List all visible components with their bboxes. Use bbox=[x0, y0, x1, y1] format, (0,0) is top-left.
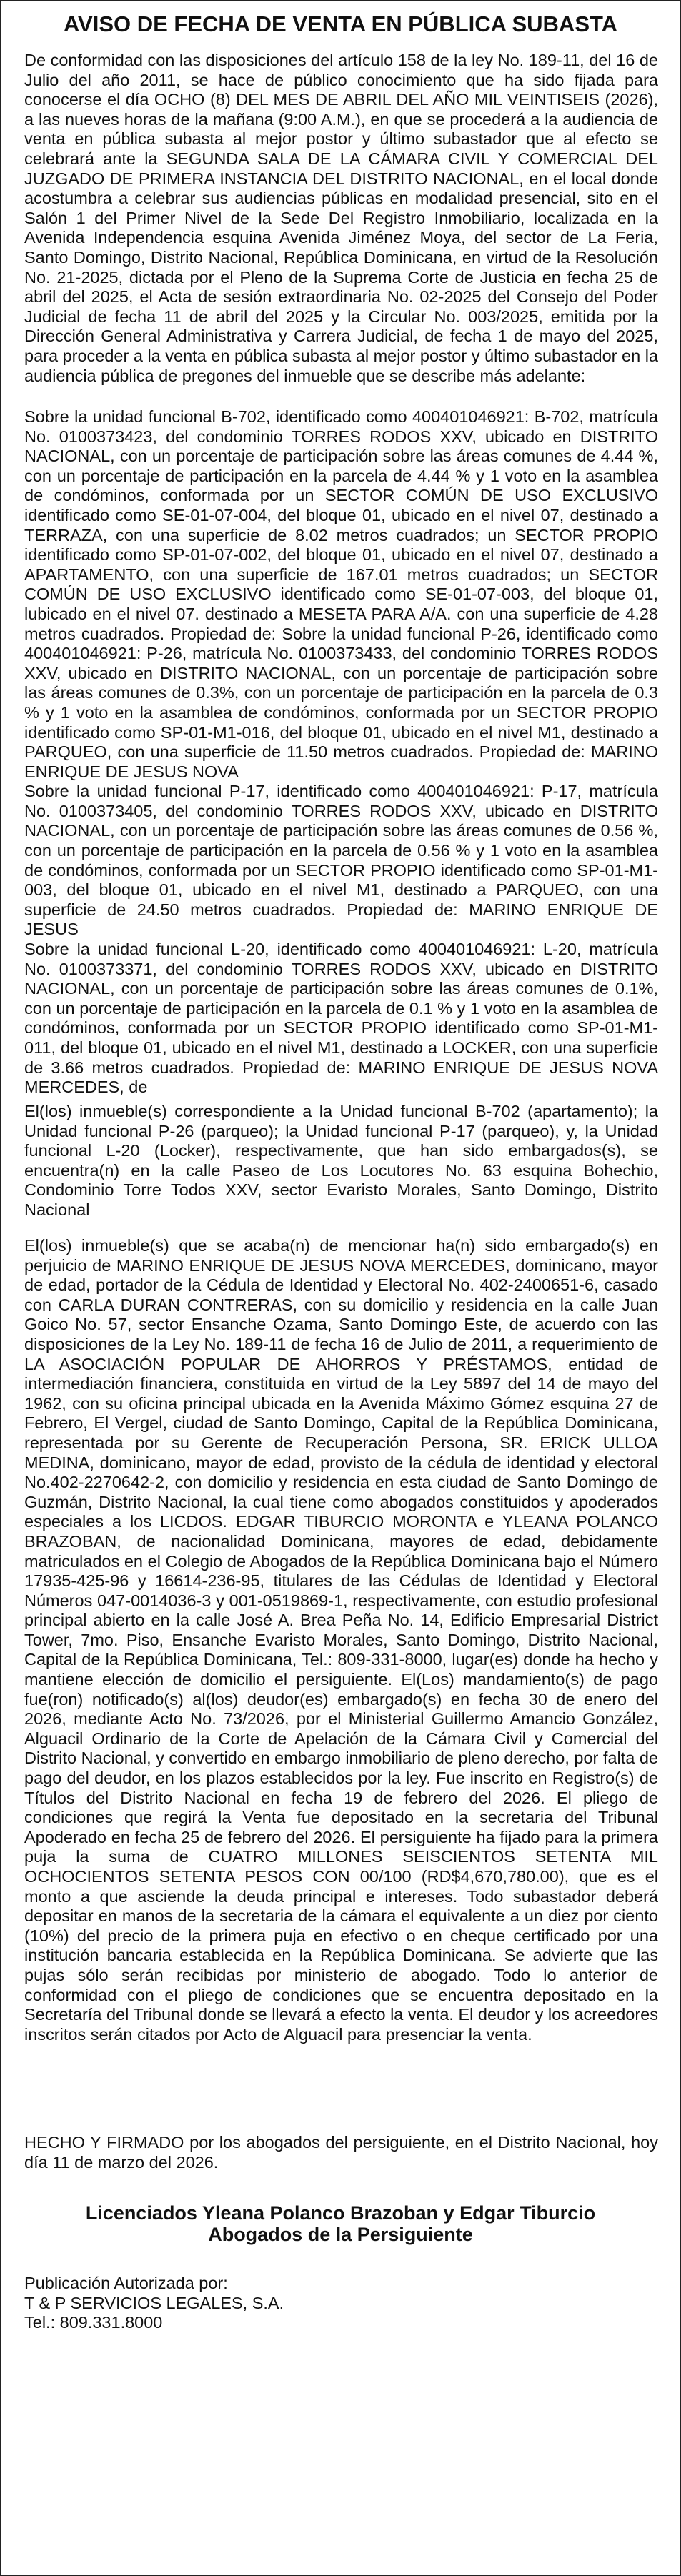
units-description-paragraph: Sobre la unidad funcional B-702, identificado como 400401046921: B-702, matrícula No. 0100373423, del condominio TORRES RODOS XXV, ubicado en DISTRITO NACIONAL, con un porcentaje de participación sobre las áreas comunes de 4.44 %, con un porcentaje de participación en la parcela de 4.44 % y 1 voto en la asamblea de condóminos, conformada por un SECTOR COMÚN DE USO EXCLUSIVO identificado como SE-01-07-004, del bloque 01, ubicado en el nivel 07, destinado a TERRAZA, con una superficie de 8.02 metros cuadrados; un SECTOR PROPIO identificado como SP-01-07-002, del bloque 01, ubicado en el nivel 07, destinado a APARTAMENTO, con una superficie de 167.01 metros cuadrados; un SECTOR COMÚN DE USO EXCLUSIVO identificado como SE-01-07-003, del bloque 01, lubicado en el nivel 07. destinado a MESETA PARA A/A. con una superficie de 4.28 metros cuadrados. Propiedad de: Sobre la unidad funcional P-26, identificado como 400401046921: P-26, matrícula No. 0100373433, del condominio TORRES RODOS XXV, ubicado en DISTRITO NACIONAL, con un porcentaje de participación sobre las áreas comunes de 0.3%, con un porcentaje de participación en la parcela de 0.3 % y 1 voto en la asamblea de condóminos, conformada por un SECTOR PROPIO identificado como SP-01-M1-016, del bloque 01, ubicado en el nivel M1, destinado a PARQUEO, con una superficie de 11.50 metros cuadrados. Propiedad de: MARINO ENRIQUE DE JESUS NOVA Sobre la unidad funcional P-17, identificado como 400401046921: P-17, matrícula No. 0100373405, del condominio TORRES RODOS XXV, ubicado en DISTRITO NACIONAL, con un porcentaje de participación sobre las áreas comunes de 0.56 %, con un porcentaje de participación en la parcela de 0.56 % y 1 voto en la asamblea de condóminos, conformada por un SECTOR PROPIO identificado como SP-01-M1-003, del bloque 01, ubicado en el nivel M1, destinado a PARQUEO, con una superficie de 24.50 metros cuadrados. Propiedad de: MARINO ENRIQUE DE JESUS Sobre la unidad funcional L-20, identificado como 400401046921: L-20, matrícula No. 0100373371, del condominio TORRES RODOS XXV, ubicado en DISTRITO NACIONAL, con un porcentaje de participación sobre las áreas comunes de 0.1%, con un porcentaje de participación en la parcela de 0.1 % y 1 voto en la asamblea de condóminos, conformada por un SECTOR PROPIO identificado como SP-01-M1-011, del bloque 01, ubicado en el nivel M1, destinado a LOCKER, con una superficie de 3.66 metros cuadrados. Propiedad de: MARINO ENRIQUE DE JESUS NOVA MERCEDES, de bbox=[24, 407, 658, 1097]
publisher-phone: Tel.: 809.331.8000 bbox=[24, 2313, 163, 2332]
seizure-details-paragraph: El(los) inmueble(s) que se acaba(n) de mencionar ha(n) sido embargado(s) en perjuicio de MARINO ENRIQUE DE JESUS NOVA MERCEDES, dominicano, mayor de edad, portador de la Cédula de Identidad y Electoral No. 402-2400651-6, casado con CARLA DURAN CONTRERAS, con su domicilio y residencia en la calle Juan Goico No. 57, sector Ensanche Ozama, Santo Domingo Este, de acuerdo con las disposiciones de la Ley No. 189-11 de fecha 16 de Julio de 2011, a requerimiento de LA ASOCIACIÓN POPULAR DE AHORROS Y PRÉSTAMOS, entidad de intermediación financiera, constituida en virtud de la Ley 5897 del 14 de mayo del 1962, con su oficina principal ubicada en la Avenida Máximo Gómez esquina 27 de Febrero, El Vergel, ciudad de Santo Domingo, Capital de la República Dominicana, representada por su Gerente de Recuperación Persona, SR. ERICK ULLOA MEDINA, dominicano, mayor de edad, provisto de la cédula de identidad y electoral No.402-2270642-2, con domicilio y residencia en esta ciudad de Santo Domingo de Guzmán, Distrito Nacional, la cual tiene como abogados constituidos y apoderados especiales a los LICDOS. EDGAR TIBURCIO MORONTA e YLEANA POLANCO BRAZOBAN, de nacionalidad Dominicana, mayores de edad, debidamente matriculados en el Colegio de Abogados de la República Dominicana bajo el Número 17935-425-96 y 16614-236-95, titulares de las Cédulas de Identidad y Electoral Números 047-0014036-3 y 001-0519869-1, respectivamente, con estudio profesional principal abierto en la calle José A. Brea Peña No. 14, Edificio Empresarial District Tower, 7mo. Piso, Ensanche Evaristo Morales, Santo Domingo, Distrito Nacional, Capital de la República Dominicana, Tel.: 809-331-8000, lugar(es) donde ha hecho y mantiene elección de domicilio el persiguiente. El(Los) mandamiento(s) de pago fue(ron) notificado(s) al(los) deudor(es) embargado(s) en fecha 30 de enero del 2026, mediante Acto No. 73/2026, por el Ministerial Guillermo Amancio González, Alguacil Ordinario de la Corte de Apelación de la Cámara Civil y Comercial del Distrito Nacional, y convertido en embargo inmobiliario de pleno derecho, por falta de pago del deudor, en los plazos establecidos por la ley. Fue inscrito en Registro(s) de Títulos del Distrito Nacional en fecha 19 de febrero del 2026. El pliego de condiciones que regirá la Venta fue depositado en la secretaria del Tribunal Apoderado en fecha 25 de febrero del 2026. El persiguiente ha fijado para la primera puja la suma de CUATRO MILLONES SEISCIENTOS SETENTA MIL OCHOCIENTOS SETENTA PESOS CON 00/100 (RD$4,670,780.00), que es el monto a que asciende la deuda principal e intereses. Todo subastador deberá depositar en manos de la secretaria de la cámara el equivalente a un diez por ciento (10%) del precio de la primera puja en efectivo o en cheque certificado por una institución bancaria establecida en la República Dominicana. Se advierte que las pujas sólo serán recibidas por ministerio de abogado. Todo lo anterior de conformidad con el pliego de condiciones que se encuentra depositado en la Secretaría del Tribunal donde se llevará a efecto la venta. El deudor y los acreedores inscritos serán citados por Acto de Alguacil para presenciar la venta. bbox=[24, 1236, 658, 2044]
publisher-block bbox=[24, 2274, 284, 2333]
signature-role: Abogados de la Persiguiente bbox=[208, 2224, 473, 2245]
notice-title: AVISO DE FECHA DE VENTA EN PÚBLICA SUBASTA bbox=[63, 11, 618, 36]
publisher-label: Publicación Autorizada por: bbox=[24, 2274, 228, 2292]
closing-paragraph: HECHO Y FIRMADO por los abogados del persiguiente, en el Distrito Nacional, hoy día 11 de marzo del 2026. bbox=[24, 2133, 658, 2172]
intro-paragraph: De conformidad con las disposiciones del artículo 158 de la ley No. 189-11, del 16 de Julio del año 2011, se hace de público conocimiento que ha sido fijada para conocerse el día OCHO (8) DEL MES DE ABRIL DEL AÑO MIL VEINTISEIS (2026), a las nueves horas de la mañana (9:00 A.M.), en que se procederá a la audiencia de venta en pública subasta al mejor postor y último subastador que al efecto se celebrará ante la SEGUNDA SALA DE LA CÁMARA CIVIL Y COMERCIAL DEL JUZGADO DE PRIMERA INSTANCIA DEL DISTRITO NACIONAL, en el local donde acostumbra a celebrar sus audiencias públicas en modalidad presencial, sito en el Salón 1 del Primer Nivel de la Sede Del Registro Inmobiliario, localizada en la Avenida Independencia esquina Avenida Jiménez Moya, del sector de La Feria, Santo Domingo, Distrito Nacional, República Dominicana, en virtud de la Resolución No. 21-2025, dictada por el Pleno de la Suprema Corte de Justicia en fecha 25 de abril del 2025, el Acta de sesión extraordinaria No. 02-2025 del Consejo del Poder Judicial de fecha 11 de abril del 2025 y la Circular No. 003/2025, emitida por la Dirección General Administrativa y Carrera Judicial, de fecha 1 de mayo del 2025, para proceder a la venta en pública subasta al mejor postor y último subastador en la audiencia pública de pregones del inmueble que se describe más adelante: bbox=[24, 51, 658, 385]
signature-names: Licenciados Yleana Polanco Brazoban y Edgar Tiburcio bbox=[85, 2202, 596, 2224]
publisher-name: T & P SERVICIOS LEGALES, S.A. bbox=[24, 2293, 284, 2312]
property-location-paragraph: El(los) inmueble(s) correspondiente a la Unidad funcional B-702 (apartamento); la Unidad funcional P-26 (parqueo); la Unidad funcional P-17 (parqueo), y, la Unidad funcional L-20 (Locker), respectivamente, que han sido embargados(s), se encuentra(n) en la calle Paseo de Los Locutores No. 63 esquina Bohechio, Condominio Torre Todos XXV, sector Evaristo Morales, Santo Domingo, Distrito Nacional bbox=[24, 1102, 658, 1219]
signature-block bbox=[1, 2202, 680, 2245]
